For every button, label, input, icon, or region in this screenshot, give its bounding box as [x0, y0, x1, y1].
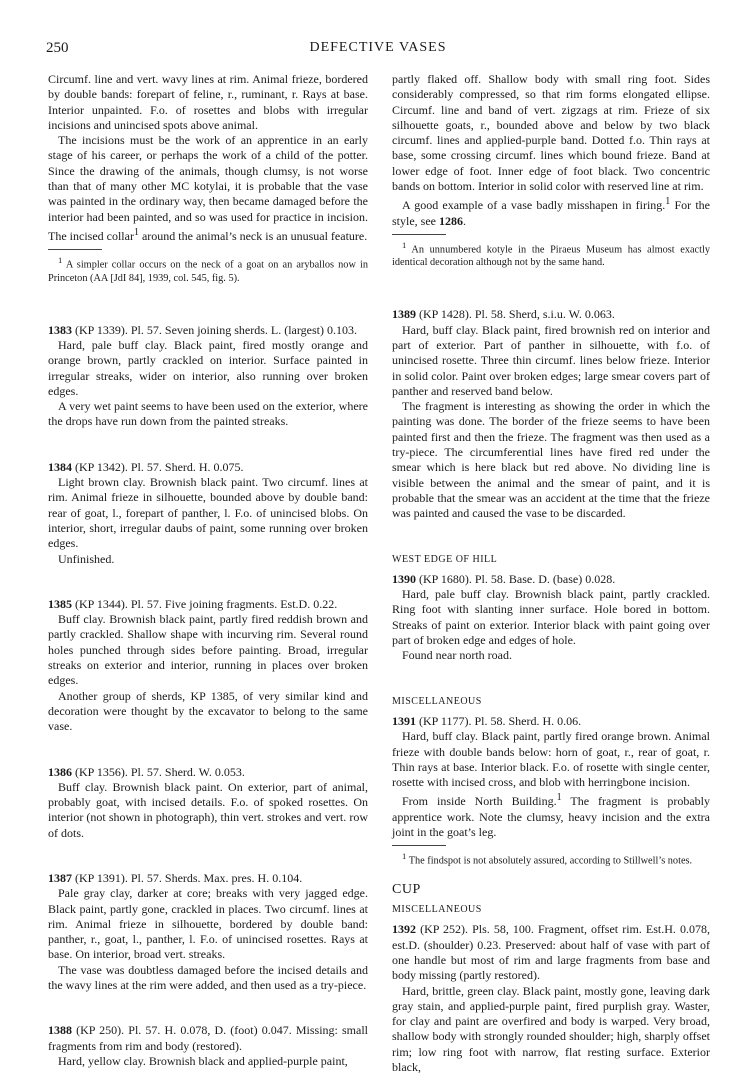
cross-reference: 1286 — [439, 214, 463, 228]
paragraph: Buff clay. Brownish black paint. On exterior, part of animal, probably goat, with incised details. F.o. of spoked rosettes. On interior (not shown in photograph), thin vert. strokes and vert. row of dots. — [48, 780, 368, 841]
paragraph: The incisions must be the work of an apprentice in an early stage of his career, or perhaps the work of a child of the potter. Since the drawing of the animals, though clumsy, is not worse than that of many other MC kotylai, it is probable that the vase was painted in the ordinary way, then became damaged before the interior had been painted, and so was used for practice in incision. The incised collar$^1$ around the animal’s neck is an unusual feature. — [48, 133, 368, 244]
footnote: $^1$ A simpler collar occurs on the neck of a goat on an aryballos now in Princeton (AA [JdI 84], 1939, col. 545, fig. 5). — [48, 254, 368, 284]
paragraph: Hard, pale buff clay. Black paint, fired mostly orange and orange brown, partly crackled on interior. Surface painted in irregular streaks, wider on interior, also running over broken edges. — [48, 338, 368, 399]
paragraph: Hard, brittle, green clay. Black paint, mostly gone, leaving dark gray stain, and applied-purple paint, fired purplish gray. Waster, for clay and paint are overfired and body is warped. Very broad, shallow body with strongly rounded shoulder; high, sharply offset rim; low ring foot with narrow, flat resting surface. Exterior black, — [392, 984, 710, 1075]
paragraph: Hard, yellow clay. Brownish black and applied-purple paint, — [48, 1054, 368, 1069]
section-heading: MISCELLANEOUS — [392, 902, 710, 917]
footnote: $^1$ An unnumbered kotyle in the Piraeus Museum has almost exactly identical decoration although not by the same hand. — [392, 239, 710, 269]
paragraph: Hard, buff clay. Black paint, partly fired orange brown. Animal frieze with double bands below: horn of goat, r., rear of goat, r. Thin rays at base. Interior black. F.o. of rosette with single center, rosette with incised cross, and blob with herringbone incision. — [392, 729, 710, 790]
paragraph: Another group of sherds, KP 1385, of very similar kind and decoration were thought by the excavator to belong to the same vase. — [48, 689, 368, 735]
catalog-entry-1390: 1390 (KP 1680). Pl. 58. Base. D. (base) 0.028. — [392, 572, 710, 587]
catalog-entry-1392: 1392 (KP 252). Pls. 58, 100. Fragment, offset rim. Est.H. 0.078, est.D. (shoulder) 0.23. Preserved: about half of vase with part of one handle but most of rim and large fragments from base and body missing (partly restored). — [392, 922, 710, 983]
section-heading: WEST EDGE OF HILL — [392, 552, 710, 567]
paragraph: Unfinished. — [48, 552, 368, 567]
page-header — [46, 40, 710, 60]
paragraph: Pale gray clay, darker at core; breaks with very jagged edge. Black paint, partly gone, crackled in places. Two circumf. lines at rim. Animal frieze in silhouette, bordered by double band: panther, r., goat, l., panther, l. F.o. of unincised rosettes. Rays at base. On interior, broad vert. streaks. — [48, 886, 368, 962]
catalog-entry-1387: 1387 (KP 1391). Pl. 57. Sherds. Max. pres. H. 0.104. — [48, 871, 368, 886]
catalog-entry-1386: 1386 (KP 1356). Pl. 57. Sherd. W. 0.053. — [48, 765, 368, 780]
footnote-rule — [48, 249, 102, 250]
catalog-entry-1388: 1388 (KP 250). Pl. 57. H. 0.078, D. (foot) 0.047. Missing: small fragments from rim and body (restored). — [48, 1023, 368, 1054]
catalog-entry-1389: 1389 (KP 1428). Pl. 58. Sherd, s.i.u. W. 0.063. — [392, 307, 710, 322]
paragraph: Hard, buff clay. Black paint, fired brownish red on interior and part of exterior. Part of panther in silhouette, with f.o. of unincised rosette. Three thin circumf. lines below frieze. Interior in solid color. Paint over broken edges; large smear covers part of panther and reserved band below. — [392, 323, 710, 399]
catalog-entry-1385: 1385 (KP 1344). Pl. 57. Five joining fragments. Est.D. 0.22. — [48, 597, 368, 612]
footnote: $^1$ The findspot is not absolutely assured, according to Stillwell’s notes. — [392, 850, 710, 867]
footnote-ref: 1 — [557, 792, 562, 803]
paragraph: Circumf. line and vert. wavy lines at rim. Animal frieze, bordered by double bands: forepart of feline, r., ruminant, r. Rays at base. Interior unpainted. F.o. of rosettes and blobs with irregular incisions and unincised spots above animal. — [48, 72, 368, 133]
paragraph: The vase was doubtless damaged before the incised details and the wavy lines at the rim were added, and then used as a try-piece. — [48, 963, 368, 994]
paragraph: A good example of a vase badly misshapen in firing.$^1$ For the style, see 1286. — [392, 194, 710, 229]
right-column — [392, 72, 710, 1075]
catalog-entry-1391: 1391 (KP 1177). Pl. 58. Sherd. H. 0.06. — [392, 714, 710, 729]
footnote-rule — [392, 845, 446, 846]
paragraph: The fragment is interesting as showing the order in which the painting was done. The border of the frieze seems to have been painted first and then the frieze. The fragment was then used as a try-piece. The circumferential lines have fired red under the smear which is here black but red above. No dividing line is visible between the animal and the smear of paint, and it is probable that the smear was an accident at the time that the frieze was painted and caused the vase to be discarded. — [392, 399, 710, 521]
footnote-ref: 1 — [665, 196, 670, 207]
paragraph: partly flaked off. Shallow body with small ring foot. Sides considerably compressed, so that rim forms elongated ellipse. Circumf. line and band of vert. zigzags at rim. Frieze of six silhouette goats, r., bounded above and below by two black circumf. lines and applied-purple band. Dotted f.o. Thin rays at base, some crossing circumf. lines which bound frieze. Band at lower edge of foot. Inner edge of foot black. Two concentric bands on bottom. Interior in solid color with reserved line at rim. — [392, 72, 710, 194]
footnote-rule — [392, 234, 446, 235]
footnote-ref: 1 — [134, 227, 139, 238]
paragraph: Found near north road. — [392, 648, 710, 663]
paragraph: From inside North Building.$^1$ The fragment is probably apprentice work. Note the clumsy, heavy incision and the extra joint in the goat’s leg. — [392, 790, 710, 840]
catalog-entry-1383: 1383 (KP 1339). Pl. 57. Seven joining sherds. L. (largest) 0.103. — [48, 323, 368, 338]
paragraph: A very wet paint seems to have been used on the exterior, where the drops have run down from the painted streaks. — [48, 399, 368, 430]
running-title: DEFECTIVE VASES — [46, 40, 710, 56]
page-number: 250 — [46, 40, 69, 57]
paragraph: Hard, pale buff clay. Brownish black paint, partly crackled. Ring foot with slanting inner surface. Hole bored in bottom. Streaks of paint on exterior. Interior black with paint going over part of broken edge and edges of hole. — [392, 587, 710, 648]
section-heading-cup: CUP — [392, 882, 710, 897]
catalog-entry-1384: 1384 (KP 1342). Pl. 57. Sherd. H. 0.075. — [48, 460, 368, 475]
paragraph: Light brown clay. Brownish black paint. Two circumf. lines at rim. Animal frieze in silhouette, bounded above by double band: rear of goat, l., forepart of panther, l. F.o. of unincised blobs. On interior, short, irregular daubs of paint, some running over broken edges. — [48, 475, 368, 551]
left-column — [48, 72, 368, 1069]
section-heading: MISCELLANEOUS — [392, 694, 710, 709]
paragraph: Buff clay. Brownish black paint, partly fired reddish brown and partly crackled. Shallow shape with incurving rim. Several round holes punched through sides before painting. Broad, irregular streaks on exterior and interior, running in places over broken edges. — [48, 612, 368, 688]
